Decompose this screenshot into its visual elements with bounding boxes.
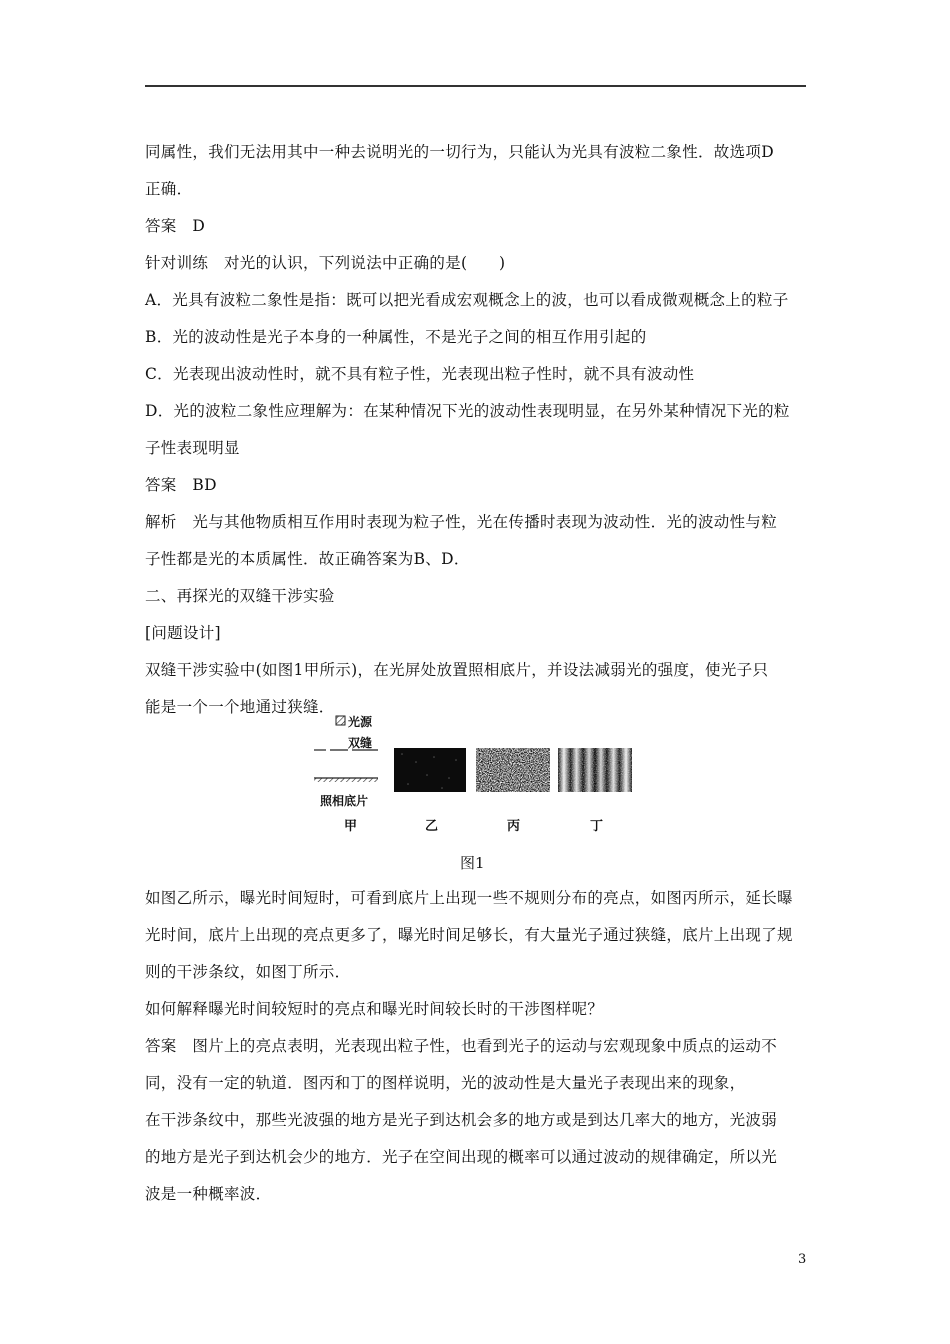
section-heading: 二、再探光的双缝干涉实验 [145,587,335,605]
panel-label-yi: 乙 [425,819,439,834]
text-line: 波是一种概率波． [145,1185,272,1203]
text-line: 正确． [145,180,193,198]
question-stem: 针对训练 对光的认识，下列说法中正确的是( ) [145,254,506,272]
header-rule [145,85,806,87]
figure-caption: 图1 [460,854,485,872]
subsection-heading: [问题设计] [145,624,221,642]
text-line: 如图乙所示，曝光时间短时，可看到底片上出现一些不规则分布的亮点，如图丙所示，延长曝 [145,889,793,907]
answer-line: 答案 图片上的亮点表明，光表现出粒子性，也看到光子的运动与宏观现象中质点的运动不 [145,1037,778,1055]
text-line: 同属性，我们无法用其中一种去说明光的一切行为，只能认为光具有波粒二象性．故选项D [145,143,774,161]
option-d: D．光的波粒二象性应理解为：在某种情况下光的波动性表现明显，在另外某种情况下光的粒 [145,402,790,420]
text-line: 则的干涉条纹，如图丁所示． [145,963,351,981]
panel-label-bing: 丙 [507,819,521,834]
answer-line: 答案 D [145,217,206,235]
exposure-panel-yi [394,748,466,792]
answer-line: 答案 BD [145,476,217,494]
question-line: 如何解释曝光时间较短时的亮点和曝光时间较长时的干涉图样呢？ [145,1000,604,1018]
exposure-panel-bing [476,748,550,792]
text-line: 能是一个一个地通过狭缝． [145,698,335,716]
page-number: 3 [798,1252,807,1267]
panel-label-ding: 丁 [590,819,604,834]
label-double-slit: 双缝 [348,736,373,750]
analysis-line: 解析 光与其他物质相互作用时表现为粒子性，光在传播时表现为波动性．光的波动性与粒 [145,513,778,531]
label-light-source: 光源 [348,715,373,729]
light-source-icon [336,716,345,725]
text-line: 双缝干涉实验中(如图1甲所示)，在光屏处放置照相底片，并设法减弱光的强度，使光子只 [145,661,769,679]
option-b: B．光的波动性是光子本身的一种属性，不是光子之间的相互作用引起的 [145,328,647,346]
option-a: A．光具有波粒二象性是指：既可以把光看成宏观概念上的波，也可以看成微观概念上的粒子 [145,291,789,309]
text-line: 光时间，底片上出现的亮点更多了，曝光时间足够长，有大量光子通过狭缝，底片上出现了规 [145,926,793,944]
option-d-cont: 子性表现明显 [145,439,240,457]
label-photo-film: 照相底片 [320,794,369,808]
text-line: 同，没有一定的轨道．图丙和丁的图样说明，光的波动性是大量光子表现出来的现象， [145,1074,746,1092]
option-c: C．光表现出波动性时，就不具有粒子性，光表现出粒子性时，就不具有波动性 [145,365,695,383]
analysis-line: 子性都是光的本质属性．故正确答案为B、D． [145,550,470,568]
panel-label-jia: 甲 [344,819,358,834]
exposure-panel-ding [558,748,632,792]
text-line: 在干涉条纹中，那些光波强的地方是光子到达机会多的地方或是到达几率大的地方，光波弱 [145,1111,778,1129]
text-line: 的地方是光子到达机会少的地方．光子在空间出现的概率可以通过波动的规律确定，所以光 [145,1148,778,1166]
